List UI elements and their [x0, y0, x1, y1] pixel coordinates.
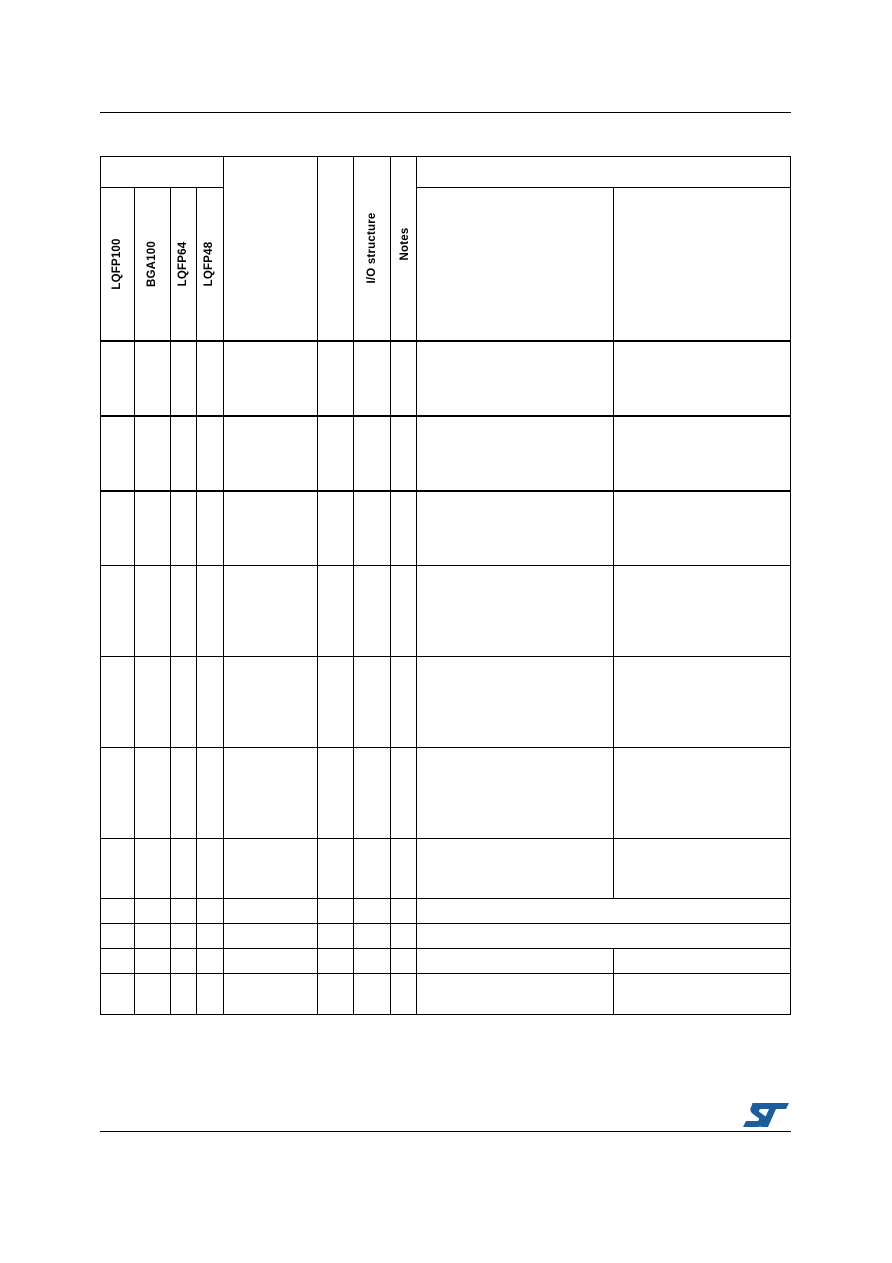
row-divider	[101, 923, 790, 924]
column-divider	[416, 157, 417, 1014]
pinout-table	[100, 156, 791, 1015]
header-notes: Notes	[399, 227, 411, 261]
header-bga100: BGA100	[146, 241, 158, 287]
header-subdivider	[101, 187, 223, 188]
row-divider	[101, 838, 790, 839]
header-lqfp64: LQFP64	[177, 241, 189, 287]
column-divider	[613, 948, 614, 1014]
column-divider	[390, 157, 391, 1014]
st-logo-icon	[742, 1101, 790, 1129]
row-divider	[101, 898, 790, 899]
header-rule	[100, 112, 791, 113]
row-divider	[101, 747, 790, 748]
column-divider	[353, 157, 354, 1014]
row-divider	[101, 656, 790, 657]
row-divider	[101, 948, 790, 949]
column-divider	[317, 157, 318, 1014]
header-io-structure: I/O structure	[366, 212, 378, 284]
column-divider	[223, 157, 224, 1014]
row-divider	[101, 973, 790, 974]
column-divider	[613, 188, 614, 898]
column-divider	[196, 188, 197, 1014]
column-divider	[134, 188, 135, 1014]
header-subdivider	[416, 187, 790, 188]
row-divider	[101, 490, 790, 492]
footer-rule	[100, 1131, 791, 1132]
header-bottom-rule	[101, 340, 790, 342]
header-lqfp48: LQFP48	[203, 241, 215, 287]
header-lqfp100: LQFP100	[111, 238, 123, 290]
row-divider	[101, 565, 790, 566]
column-divider	[170, 188, 171, 1014]
row-divider	[101, 415, 790, 417]
